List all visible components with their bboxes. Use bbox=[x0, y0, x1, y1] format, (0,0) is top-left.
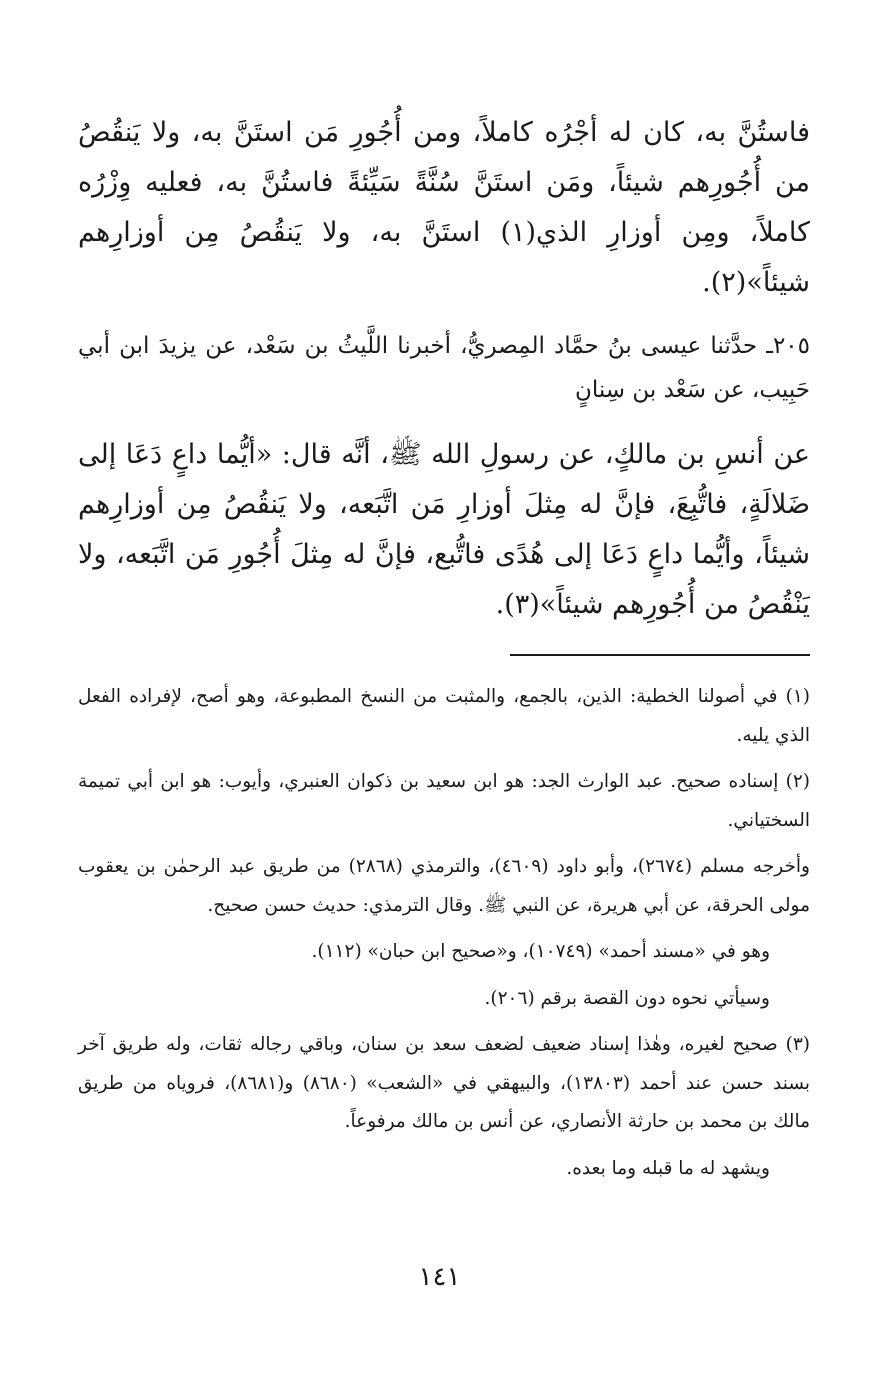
footnotes bbox=[78, 678, 810, 1188]
main-paragraph-1: فاستُنَّ به، كان له أجْرُه كاملاً، ومن أُجُورِ مَن استَنَّ به، ولا يَنقُصُ من أُجُورِهم شيئاً، ومَن استَنَّ سُنَّةً سَيِّئةً فاستُنَّ به، فعليه وِزْرُه كاملاً، ومِن أوزارِ الذي(١) استَنَّ به، ولا يَنقُصُ مِن أوزارِهم شيئاً»(٢). bbox=[78, 117, 810, 298]
page-number: ١٤١ bbox=[418, 1262, 461, 1292]
footnote-1: (١) في أصولنا الخطية: الذين، بالجمع، والمثبت من النسخ المطبوعة، وهو أصح، لإفراده الفعل الذي يليه. bbox=[78, 686, 810, 746]
footnote-3-shawahid: ويشهد له ما قبله وما بعده. bbox=[566, 1157, 770, 1179]
page-body bbox=[78, 108, 810, 1196]
footnote-2-takhrij: وأخرجه مسلم (٢٦٧٤)، وأبو داود (٤٦٠٩)، والترمذي (٢٨٦٨) من طريق عبد الرحمٰن بن يعقوب مولى الحرقة، عن أبي هريرة، عن النبي ﷺ. وقال الترمذي: حديث حسن صحيح. bbox=[78, 856, 810, 916]
hadith-205-isnad: ٢٠٥ـ حدَّثنا عيسى بنُ حمَّاد المِصريُّ، أخبرنا اللَّيثُ بن سَعْد، عن يزيدَ ابن أبي حَبِيب، عن سَعْد بن سِنانٍ bbox=[78, 333, 810, 403]
footnote-2: (٢) إسناده صحيح. عبد الوارث الجد: هو ابن سعيد بن ذكوان العنبري، وأيوب: هو ابن أبي تميمة السختياني. bbox=[78, 771, 810, 831]
footnote-separator bbox=[510, 654, 810, 656]
footnote-3: (٣) صحيح لغيره، وهٰذا إسناد ضعيف لضعف سعد بن سنان، وباقي رجاله ثقات، وله طريق آخر بسند حسن عند أحمد (١٣٨٠٣)، والبيهقي في «الشعب» (٨٦٨٠) و(٨٦٨١)، فروياه من طريق مالك بن محمد بن حارثة الأنصاري، عن أنس بن مالك مرفوعاً. bbox=[78, 1034, 810, 1132]
footnote-separator-wrap bbox=[78, 654, 810, 656]
main-text bbox=[78, 108, 810, 630]
footnote-2-musnad: وهو في «مسند أحمد» (١٠٧٤٩)، و«صحيح ابن حبان» (١١٢). bbox=[311, 941, 770, 962]
hadith-205-matn: عن أنسِ بن مالكٍ، عن رسولِ الله ﷺ، أنَّه قال: «أيُّما داعٍ دَعَا إلى ضَلالَةٍ، فاتُّبِعَ، فإنَّ له مِثلَ أوزارِ مَن اتَّبَعه، ولا يَنقُصُ مِن أوزارِهم شيئاً، وأيُّما داعٍ دَعَا إلى هُدًى فاتُّبع، فإنَّ له مِثلَ أُجُورِ مَن اتَّبَعه، ولا يَنْقُصُ من أُجُورِهم شيئاً»(٣). bbox=[78, 439, 810, 620]
footnote-2-see-also: وسيأتي نحوه دون القصة برقم (٢٠٦). bbox=[484, 987, 770, 1009]
